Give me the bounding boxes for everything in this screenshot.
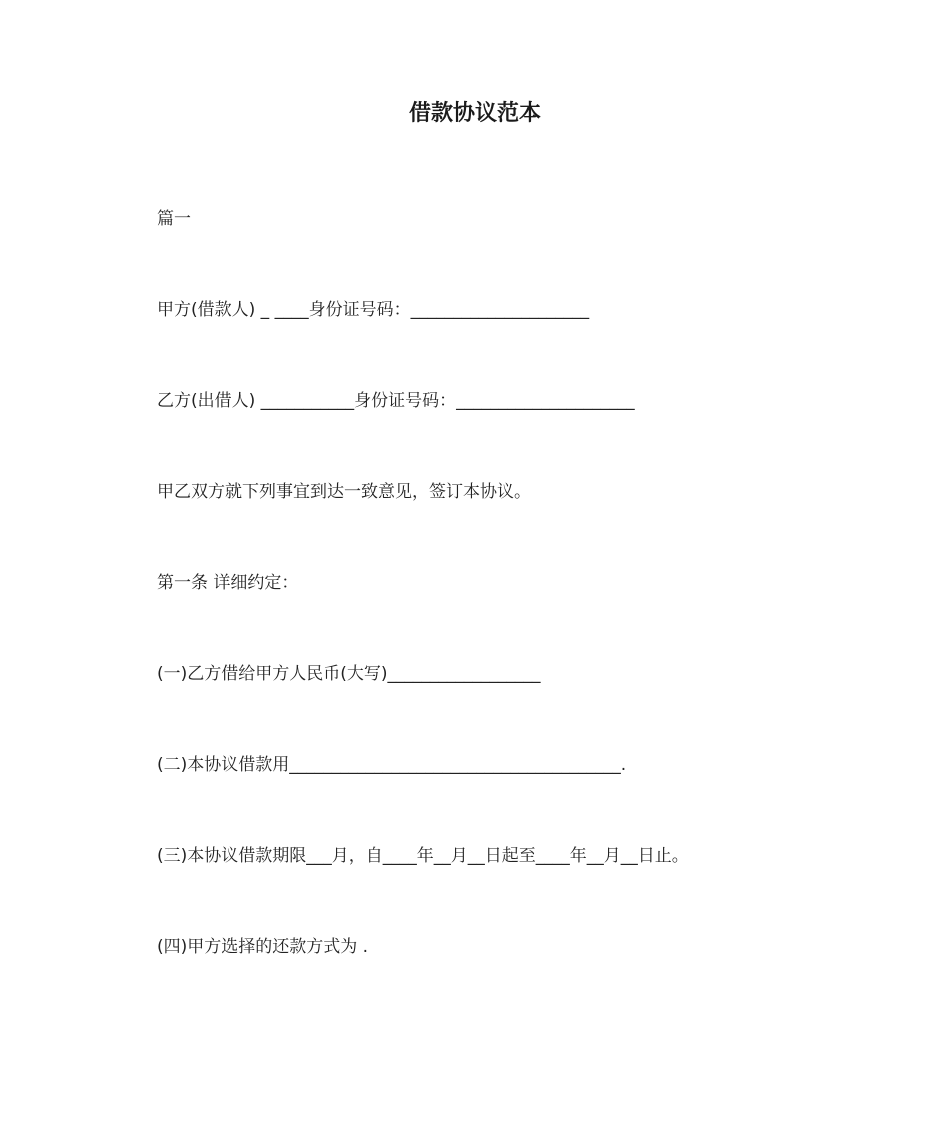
party-b-line: 乙方(出借人) ___________身份证号码：_____________________ bbox=[157, 391, 635, 411]
article-one-heading: 第一条 详细约定： bbox=[157, 573, 299, 593]
agreement-intro: 甲乙双方就下列事宜到达一致意见，签订本协议。 bbox=[157, 482, 531, 502]
clause-amount: (一)乙方借给甲方人民币(大写)__________________ bbox=[157, 664, 541, 684]
section-heading: 篇一 bbox=[157, 209, 191, 229]
document-title: 借款协议范本 bbox=[408, 101, 541, 126]
clause-repayment: (四)甲方选择的还款方式为 . bbox=[157, 937, 369, 957]
clause-term: (三)本协议借款期限___月，自____年__月__日起至____年__月__日止。 bbox=[157, 846, 689, 866]
clause-purpose: (二)本协议借款用_______________________________________. bbox=[157, 755, 627, 775]
party-a-line: 甲方(借款人) _ ____身份证号码：_____________________ bbox=[157, 300, 590, 320]
